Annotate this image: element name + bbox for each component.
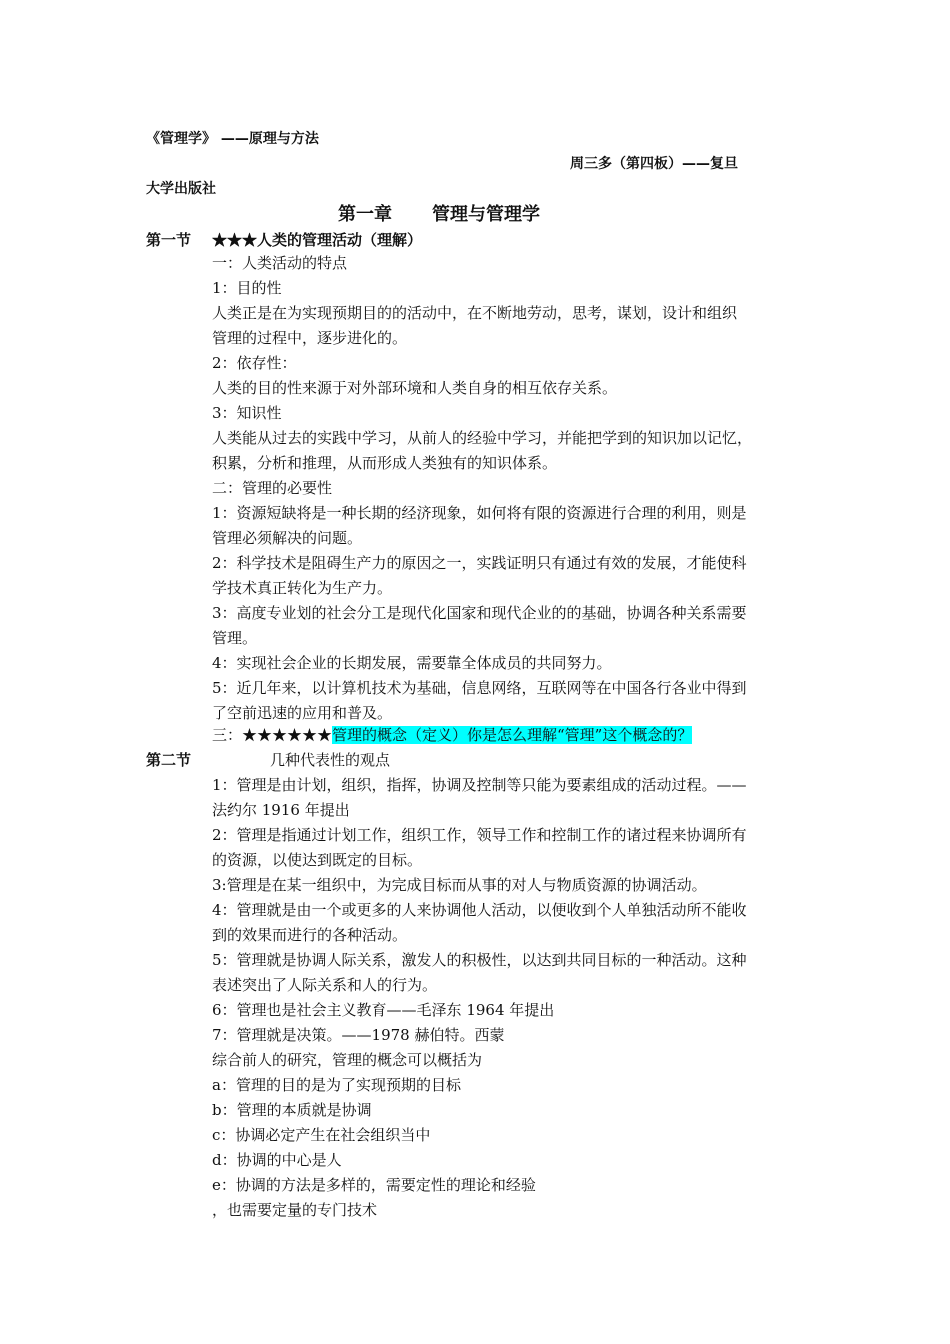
section1-heading-text: 人类的管理活动（理解） [257, 231, 423, 249]
section1-heading [212, 229, 422, 251]
text-line: e：协调的方法是多样的，需要定性的理论和经验 [212, 1176, 536, 1194]
text-line: b：管理的本质就是协调 [212, 1101, 372, 1119]
text-line: 了空前迅速的应用和普及。 [212, 704, 393, 722]
book-title: 《管理学》 ——原理与方法 [146, 131, 319, 147]
text-line: ，也需要定量的专门技术 [212, 1201, 378, 1219]
text-line: d：协调的中心是人 [212, 1151, 342, 1169]
text-line: 1：目的性 [212, 279, 282, 297]
text-line: 的资源，以使达到既定的目标。 [212, 851, 423, 869]
chapter-heading [338, 202, 540, 228]
text-line: 4：实现社会企业的长期发展，需要靠全体成员的共同努力。 [212, 654, 612, 672]
chapter-title: 管理与管理学 [432, 204, 540, 225]
text-line: 2：依存性： [212, 354, 297, 372]
text-line: 3：知识性 [212, 404, 282, 422]
text-line: 5：近几年来，以计算机技术为基础，信息网络，互联网等在中国各行各业中得到 [212, 679, 747, 697]
text-line: 6：管理也是社会主义教育——毛泽东 1964 年提出 [212, 1001, 555, 1019]
text-line: 1：管理是由计划，组织，指挥，协调及控制等只能为要素组成的活动过程。—— [212, 776, 747, 794]
star-rating: ★★★ [212, 231, 258, 249]
text-line: 1：资源短缺将是一种长期的经济现象，如何将有限的资源进行合理的利用，则是 [212, 504, 747, 522]
point3-prefix: 三：★★★★★★ [212, 726, 333, 744]
section1-point3 [212, 724, 692, 746]
text-line: 综合前人的研究，管理的概念可以概括为 [212, 1051, 483, 1069]
text-line: 二：管理的必要性 [212, 479, 333, 497]
text-line: 管理必须解决的问题。 [212, 529, 363, 547]
point3-highlight: 管理的概念（定义）你是怎么理解“管理”这个概念的？ [332, 726, 693, 744]
text-line: 5：管理就是协调人际关系，激发人的积极性，以达到共同目标的一种活动。这种 [212, 951, 747, 969]
section1-label: 第一节 [146, 231, 192, 249]
text-line: c：协调必定产生在社会组织当中 [212, 1126, 431, 1144]
text-line: 4：管理就是由一个或更多的人来协调他人活动，以便收到个人单独活动所不能收 [212, 901, 747, 919]
author-edition: 周三多（第四板）——复旦 [570, 156, 738, 172]
section2-heading: 几种代表性的观点 [270, 751, 391, 769]
text-line: 7：管理就是决策。——1978 赫伯特。西蒙 [212, 1026, 505, 1044]
text-line: 人类的目的性来源于对外部环境和人类自身的相互依存关系。 [212, 379, 618, 397]
text-line: 2：管理是指通过计划工作，组织工作，领导工作和控制工作的诸过程来协调所有 [212, 826, 747, 844]
text-line: 人类能从过去的实践中学习，从前人的经验中学习，并能把学到的知识加以记忆， [212, 429, 753, 447]
text-line: 2：科学技术是阻碍生产力的原因之一，实践证明只有通过有效的发展，才能使科 [212, 554, 747, 572]
text-line: 3:管理是在某一组织中，为完成目标而从事的对人与物质资源的协调活动。 [212, 876, 707, 894]
text-line: a：管理的目的是为了实现预期的目标 [212, 1076, 461, 1094]
text-line: 一：人类活动的特点 [212, 254, 348, 272]
text-line: 人类正是在为实现预期目的的活动中，在不断地劳动，思考，谋划，设计和组织 [212, 304, 738, 322]
text-line: 到的效果而进行的各种活动。 [212, 926, 408, 944]
section2-label: 第二节 [146, 751, 192, 769]
text-line: 管理的过程中，逐步进化的。 [212, 329, 408, 347]
text-line: 学技术真正转化为生产力。 [212, 579, 393, 597]
chapter-number: 第一章 [338, 204, 392, 225]
text-line: 3：高度专业划的社会分工是现代化国家和现代企业的的基础，协调各种关系需要 [212, 604, 747, 622]
text-line: 表述突出了人际关系和人的行为。 [212, 976, 438, 994]
text-line: 积累，分析和推理，从而形成人类独有的知识体系。 [212, 454, 558, 472]
publisher: 大学出版社 [146, 181, 216, 197]
text-line: 法约尔 1916 年提出 [212, 801, 350, 819]
text-line: 管理。 [212, 629, 258, 647]
